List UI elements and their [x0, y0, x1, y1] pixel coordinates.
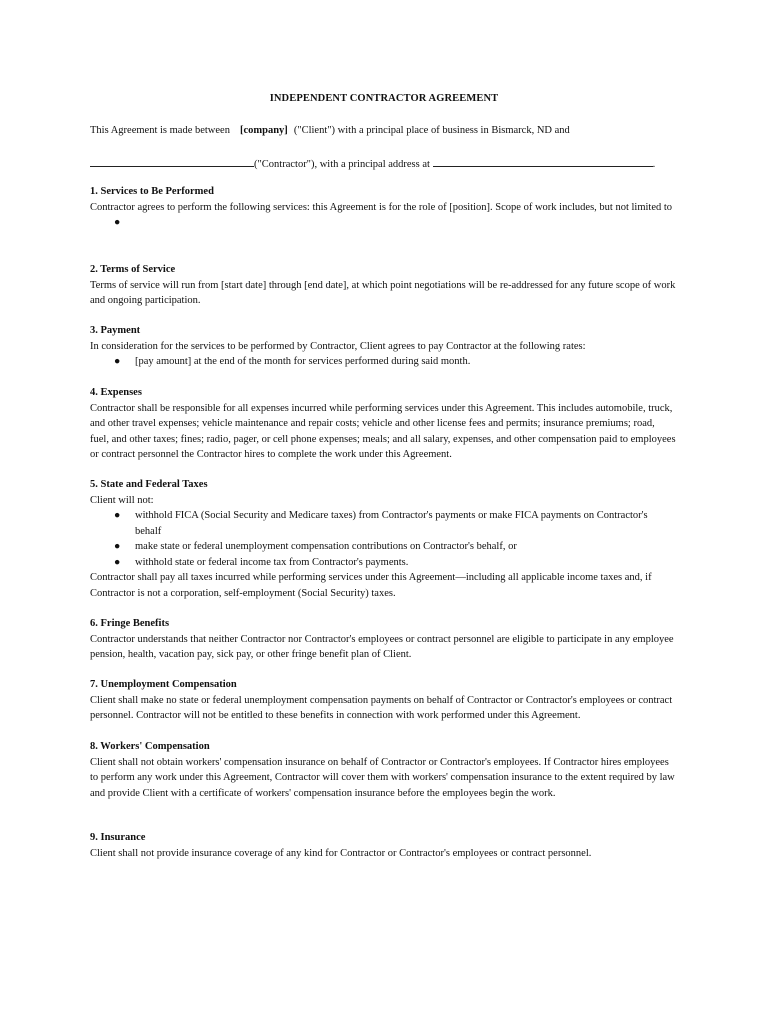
list-item-text: withhold state or federal income tax from Contractor's payments. [135, 556, 409, 568]
section-heading: 7. Unemployment Compensation [90, 679, 237, 690]
section-body: Client shall not provide insurance coverage of any kind for Contractor or Contractor's employees or contract personnel. [90, 847, 592, 859]
bullet-list [90, 508, 676, 570]
intro-text-end: ("Client") with a principal place of business in Bismarck, ND and [293, 125, 570, 136]
intro-text-start: This Agreement is made between [90, 125, 230, 136]
bullet-icon: ● [114, 510, 121, 521]
list-item [90, 354, 676, 370]
contractor-name-blank [90, 155, 254, 167]
section-heading: 1. Services to Be Performed [90, 186, 214, 197]
section-unemployment-compensation [90, 677, 676, 724]
section-services [90, 184, 676, 228]
list-item [90, 555, 676, 571]
section-terms-of-service [90, 262, 676, 309]
section-body: Contractor understands that neither Contractor nor Contractor's employees or contract personnel are eligible to participate in any employee pension, health, vacation pay, sick pay, or other fringe benefit plan of Client. [90, 633, 674, 660]
list-item [90, 539, 676, 555]
section-payment [90, 323, 676, 370]
section-body-after: Contractor shall pay all taxes incurred while performing services under this Agreement—including all applicable income taxes and, if Contractor is not a corporation, self-employment (Social Security) taxes. [90, 572, 652, 599]
intro-contractor-text: ("Contractor"), with a principal address at [254, 159, 430, 170]
section-body: Terms of service will run from [start date] through [end date], at which point negotiations will be re-addressed for any future scope of work and ongoing participation. [90, 279, 676, 306]
document-title: INDEPENDENT CONTRACTOR AGREEMENT [269, 93, 499, 104]
section-body: Client will not: [90, 494, 154, 506]
bullet-icon: ● [114, 356, 121, 367]
contractor-address-blank [433, 155, 653, 167]
section-heading: 3. Payment [90, 325, 141, 336]
section-fringe-benefits [90, 616, 676, 663]
section-heading: 9. Insurance [90, 832, 146, 843]
section-body: Contractor agrees to perform the following services: this Agreement is for the role of [position]. Scope of work includes, but not limited to [90, 201, 673, 213]
bullet-icon: ● [114, 556, 121, 568]
section-workers-compensation [90, 739, 676, 801]
section-body: Client shall not obtain workers' compensation insurance on behalf of Contractor or Contractor's employees. If Contractor hires employees to perform any work under this Agreement, Contractor will cover them with workers' compensation insurance to the extent required by law and provide Client with a certificate of workers' compensation insurance before the employees begin the work. [90, 756, 675, 799]
list-item-text: [pay amount] at the end of the month for services performed during said month. [135, 356, 471, 367]
list-item-text: withhold FICA (Social Security and Medicare taxes) from Contractor's payments or make FICA payments on Contractor's behalf [135, 510, 648, 537]
section-expenses [90, 385, 676, 463]
bullet-icon: ● [114, 541, 121, 552]
company-placeholder: [company] [239, 125, 288, 136]
intro-line-1 [90, 123, 676, 139]
bullet-icon: ● [114, 217, 121, 228]
list-item-text: make state or federal unemployment compensation contributions on Contractor's behalf, or [135, 541, 517, 552]
section-body: Contractor shall be responsible for all expenses incurred while performing services under this Agreement. This includes automobile, truck, and other travel expenses; vehicle maintenance and repair costs; vehicle and other license fees and permits; insurance premiums; road, fuel, and other taxes; fines; radio, pager, or cell phone expenses; meals; and all salary, expenses, and other compensation paid to employees or contract personnel the Contractor hires to complete the work under this Agreement. [90, 402, 676, 460]
list-item [90, 508, 676, 539]
section-heading: 6. Fringe Benefits [90, 618, 170, 629]
section-heading: 2. Terms of Service [90, 264, 176, 275]
section-heading: 8. Workers' Compensation [90, 741, 210, 752]
section-body: Client shall make no state or federal unemployment compensation payments on behalf of Contractor or Contractor's employees or contract personnel. Contractor will not be entitled to these benefits in connection with work performed under this Agreement. [90, 694, 673, 721]
section-heading: 4. Expenses [90, 387, 142, 398]
section-insurance [90, 830, 676, 861]
section-state-federal-taxes [90, 477, 676, 601]
intro-line-2 [90, 155, 676, 173]
bullet-list [90, 354, 676, 370]
intro-period: . [652, 159, 656, 170]
section-body: In consideration for the services to be performed by Contractor, Client agrees to pay Contractor at the following rates: [90, 340, 586, 352]
section-heading: 5. State and Federal Taxes [90, 479, 208, 490]
